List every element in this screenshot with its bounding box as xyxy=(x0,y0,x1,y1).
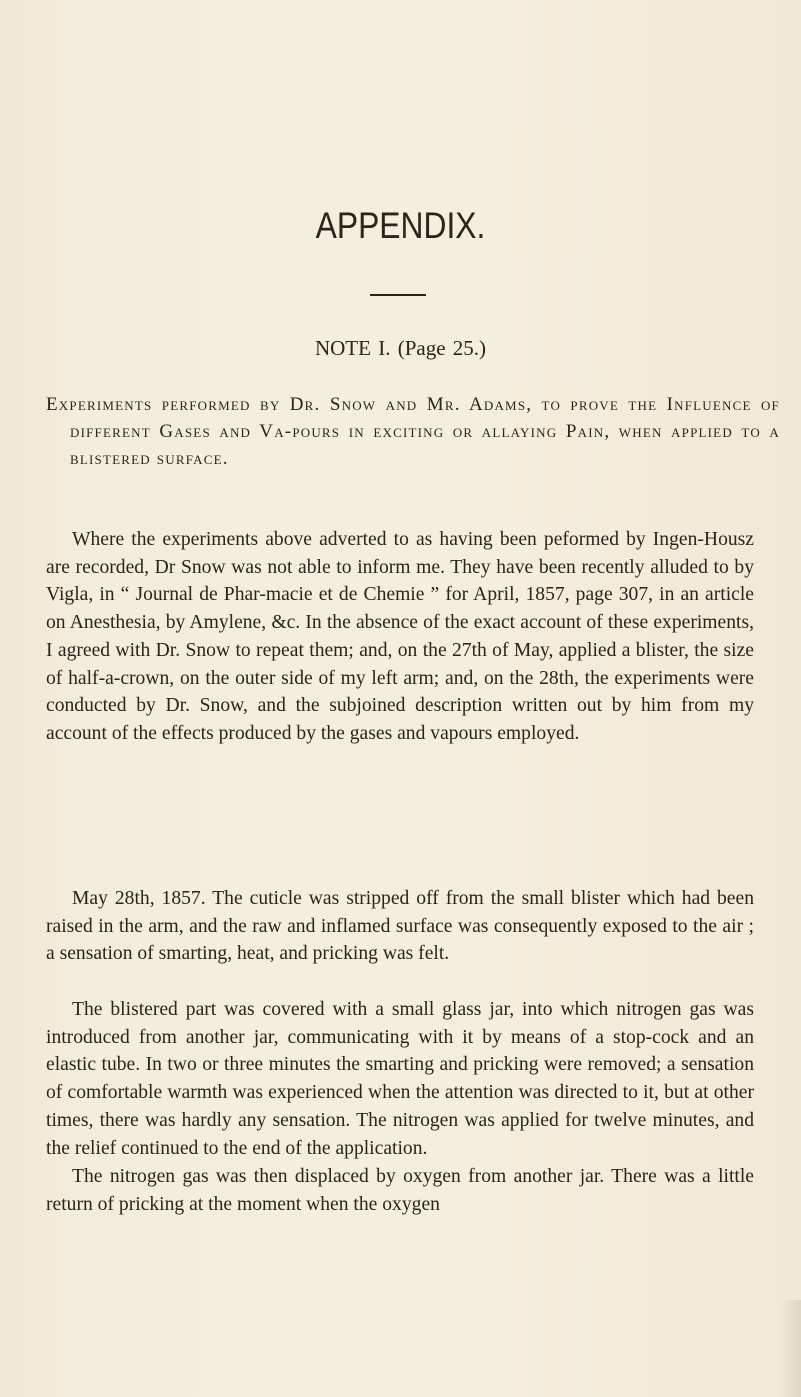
paragraph-3: The blistered part was covered with a small glass jar, into which nitrogen gas was introduced from another jar, communicating with it by means of a stop-cock and an elastic tube. In two or three minutes the smarting and pricking were removed; a sensation of comfortable warmth was experienced when the attention was directed to it, but at other times, there was hardly any sensation. The nitrogen was applied for twelve minutes, and the relief continued to the end of the application. xyxy=(46,999,754,1159)
paragraph-2: May 28th, 1857. The cuticle was stripped off from the small blister which had been raised in the arm, and the raw and inflamed surface was consequently exposed to the air ; a sensation of smarting, heat, and pricking was felt. xyxy=(46,888,754,965)
note-heading: NOTE I. (Page 25.) xyxy=(314,336,487,360)
paragraph-1: Where the experiments above adverted to as having been peformed by Ingen-Housz are recorded, Dr Snow was not able to inform me. They have been recently alluded to by Vigla, in “ Journal de Phar-macie et de Chemie ” for April, 1857, page 307, in an article on Anesthesia, by Amylene, &c. In the absence of the exact account of these experiments, I agreed with Dr. Snow to repeat them; and, on the 27th of May, applied a blister, the size of half-a-crown, on the outer side of my left arm; and, on the 28th, the experiments were conducted by Dr. Snow, and the subjoined description written out by him from my account of the effects produced by the gases and vapours employed. xyxy=(46,529,754,744)
page-edge-shadow xyxy=(781,1300,801,1397)
section-subtitle: Experiments performed by Dr. Snow and Mr. Adams, to prove the Influence of different Gases and Va-pours in exciting or allaying Pain, when applied to a blistered surface. xyxy=(46,394,780,469)
page-title: APPENDIX. xyxy=(315,205,486,246)
title-divider xyxy=(370,294,426,296)
paragraph-4: The nitrogen gas was then displaced by oxygen from another jar. There was a little return of pricking at the moment when the oxygen xyxy=(46,1166,754,1215)
